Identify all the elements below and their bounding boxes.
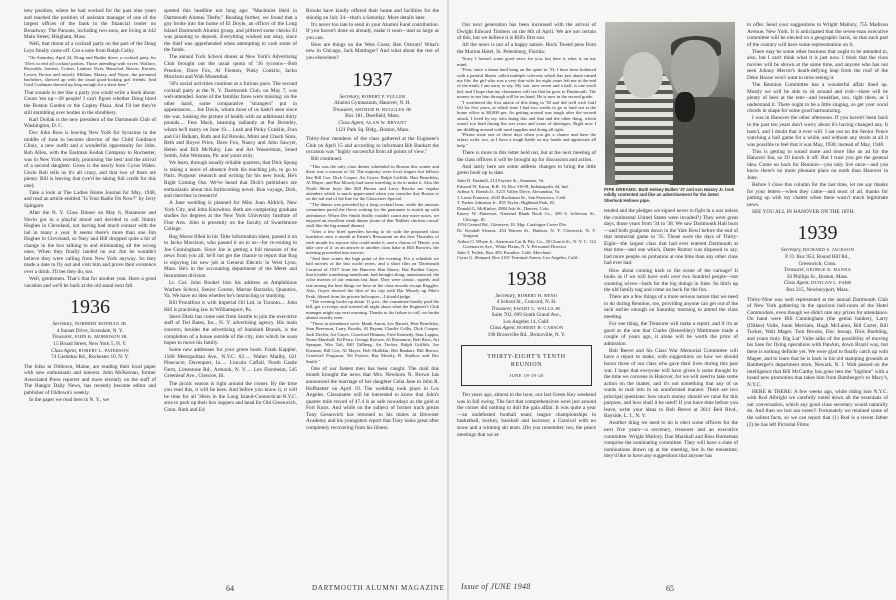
officer-role: Secretary,: [781, 247, 802, 254]
address-entry: J. Louis Francine, 2645 Buchanan St., San Francisco, Calif.: [457, 194, 567, 200]
paragraph: This is getting to sound more and more like an ad for the Hanover Inn, so I'll knock it off. But I trust you get the general idea. Come on back for Reunion—you only live once—and you know there's no more pleasant place on earth than Hanover in June.: [747, 148, 888, 181]
officer-address: 74 Castlebar Rd., Rochester 10, N. Y.: [51, 354, 129, 361]
paragraph: How about coming back to the scene of the carnage? It looks as if we will have well over two hundred people—not counting wives—back for the big doings in June. So hitch up the old family nag and come on back for the fun.: [604, 267, 738, 294]
paragraph: Take a look at The Ladies Home Journal for May, 1948, and read an article entitled "Is Your Radio On Now?" by Jerry Spingarn.: [24, 189, 156, 209]
paragraph: We learn, through usually reliable quarters, that Dick Spong is taking a leave of absence from his teaching job, to go to Paris. Purpose: research and writing for his new book, He's Right Coming Out. We've heard that Dick's publishers are enthusiastic about this forthcoming novel. Bon voyage, Dick, and cherchez la research!: [164, 160, 297, 200]
paragraph: I was in Hanover the other afternoon. If you haven't been back in the past ten years don't worry about it's having changed any. It hasn't, and I doubt that it ever will. I sat out on the Senior Fence watching a ball game for a while, and without any strain at all it was possible to feel that it was May, 1938, instead of May, 1948.: [747, 115, 888, 148]
paragraph: That sounds to me like a party you could write a book about. Count 'em up—30 people! I can't figure whether Doug hired the Boston Garden or the Copley Plaza. And I'll bet they're still stumbling over bodies in the shrubbery.: [24, 89, 156, 116]
paragraph: Thirty-four members of the class gathered at the Engineer's Club on April 15 and according to informant Bib Bankart the occasion was "highly successful from all points of view.": [306, 136, 439, 156]
paragraph: Rog Morse filled in his Tithe information sheet, passed it on to Jacko Morrison, who passed it on to us—for re-routing to Joe Cunningham. Since Joe is getting a full measure of the news from you all, he'll not get the chance to report that Rog is enjoying his new job at General Electric in West Lynn, Mass. He's in the accounting department of the Meter and Instrument division.: [164, 233, 297, 279]
officer-role: Class Agent,: [783, 280, 810, 287]
officer-role: Class Agent,: [338, 119, 365, 126]
quote-text: "On Saturday, April 24, Doug and Ruthie threw a cocktail party for '35ers to end all cocktail parties. Those attending with wives: Wallace, Reynolds, Somers, Cotton, Latimer, Dyer, Rauschal, Rosow, Korsen, Lovett, Brown and myself, Millane, Mazzy, and Nayer, the perennial bachelors, showed up with the usual good-looking girl friends. And Gard Cushman showed up long enough for a short beer.": [24, 55, 156, 88]
quote-text: "Please write one of these days when you get a chance and have the others write, too, as I have a tough battle on my hands and appreciate all help.": [457, 132, 596, 148]
paragraph: HERE & THERE: A few weeks ago, while riding into N.Y.C. with Rod Albright we carefully noted down all the essentials of our conversation, which any good class secretary would naturally do. And then we lost our notes!! Fortunately we retained some of the salient facts, so we can report that (1) Rod is a recent father (2) he has left Pictorial Films: [747, 388, 888, 428]
reunion-title: THIRTY-EIGHT'S TENTH: [487, 353, 566, 360]
officer-role: Secretary,: [339, 93, 361, 100]
pipe-icon: [675, 92, 695, 122]
left-column-3: [306, 8, 439, 432]
address-entry: Arthur G. Whyte Jr., American Car & Fdy. Co., 30 Church St., N. Y. C. 122 Greenacres Ave., White Plains, N. Y. Personnel Director: [457, 238, 596, 250]
paragraph: And lastly here are some address changes to bring the little green book up to date.: [457, 163, 596, 177]
officer-name: JOHN K. MORRISON JR.: [74, 334, 128, 340]
officer-address: Suite 702, 609 South Grand Ave.,: [491, 312, 562, 319]
quote-text: "First, since a damn hard bang on the spine in '33, I have been bothered with a painful illness called multiple sclerosis which has just about ruined my life; the girl who was a very fine wife for eight years left me at the end of the ninth, I am sorry to say. My son, now seven and a half, is one swell kid, and I hope that my classmates will see that he goes to Dartmouth. The money to see him through will be on hand. He is now in the second grade.: [457, 67, 596, 100]
paragraph: to offer. Send your suggestions to Wright Mallory, 755 Madison Avenue, New York. It is anticipated that the seven-man executive committee will be elected on a geographic basis, so that each part of the country will have some representation on it.: [747, 22, 888, 48]
photo-caption: [604, 187, 737, 203]
block-quote: [306, 164, 439, 364]
paragraph: One of our fastest men has been caught. The mail this month brought the news that Mrs. Newborn N. Brown has announced the marriage of her daughter Celia Jane to John R. Hoffstetter on April 19. The wedding took place in Los Angeles. Classmates will be interested to know that John's quarter mile record of 47.4 is as safe nowadays as the gold at Fort Knox. And while on the subject of former track greats Tony Gesnovich has returned to his duties at Brewster Academy and his youngsters report that Tony looks great after completely recovering from his illness.: [306, 365, 439, 431]
officer-address: 1121 Park Sq. Bldg., Boston, Mass.: [335, 126, 410, 133]
paragraph: For one thing, the Treasurer will make a report, and if it's as good as the one that Clarke (Beneshley) Mattimore made a couple of years ago, it alone will be worth the price of admission.: [604, 321, 738, 347]
officer-address: Box 181, Deerfield, Mass.: [345, 113, 400, 120]
officer-address: 15 Broad Street, New York 5, N. Y.: [53, 341, 127, 348]
paragraph: tended and the pledges we signed never to fight in a war unless the continental United States were invaded?) They were great days, those years from '34 to '38. We saw Dartmouth Hall burn—and both goalposts down in the Yale Bowl before the end of that memorial game in '35. Those were the days of Thirty-Eight—the largest class that had ever entered Dartmouth at that time—and one which, Dame Rumor was disposed to say, had more people on probation at one time than any other class had ever had.: [604, 208, 738, 267]
caption-lead: PIPE DREAMS:: [604, 187, 638, 192]
quote-text: "Those in attendance were: Monk Amon, Les Barrett, Hart Beardsley, Stan Berenson, Larry Brooks, Al Bryant, Charlie Collis, Dick Cooper, Jack Devlin, Art Guyer, Crawford Hinman, Fred Kennedy, Stan Lappin, Norm Marshall, Ed Perry, George Roewer, Al Romanow, Bob Ross, Art Sprague, Win Taft, Bill Tallberg, Art Tucker, Ralph Griffith, Joe Kiernan, Bill Coe, Al Mayer, Bob Mullikin, Bib Bankart, Bill Brown, Crawford Ferguson, Tel Frazier, Bar Mosely, R. Shallow and Dec Smith.": [306, 320, 439, 364]
address-entry: Dr. Kendall Stearns, 454 Warren St., Hudson, N. Y. Claverack, N. Y. Surgeon: [457, 227, 596, 239]
officer-name: ROBERT H. CARSON: [517, 325, 564, 331]
paragraph: '36's social activities continue at a furious pace. The second cocktail party at the N. Y. Dartmouth Club, on May 7, was well-attended. Some of the familiar faces were missing; on the other hand, some comparative "strangers" put in appearances.... Joe Davis, whom most of us hadn't seen since the war, looking the picture of health with an additional thirty pounds.... Fess Mack, beaming radiantly at Pat Bromley, whom he'll marry on June 19.... Leah and Pinky Conklin, Fran and Gil Balkam, Ruth and Ed Brooks, Mimi and Chuck Sims, Beth and Boyce Price, Dave Fox, Nancy and John Sawyer, Helen and Bill McNulty, Lee and Art Wasserman, Smed Smith, John Weisman, Pic and yours truly.: [164, 81, 297, 160]
paragraph: Before I close this column for the last time, let me say thanks for your letters—when they came—and most of all, thanks for putting up with my chatter when there wasn't much legitimate news.: [747, 182, 888, 208]
quote-text: "This was the only class dinner scheduled in Boston this winter and there was a turnout of 34. The majority were local singers but fellows like Bill Coe, Dick Cooper, Art Guyer, Ralph Griffith, Hart Beardsley, Al Mayer, and Bar Mosely had some traveling to do to make it. Also the North Shore boys like Bill Brown and Larry Brooks are regular attenders which is much appreciated when you consider that Boston is on the tail end of the line for the Gloucester Special.: [306, 163, 439, 202]
quote-text: "After a few brief speeches having to do with the proposed class luncheon once a month at Patten's Restaurant on the first Thursday of each month for anyone who could make it, and a chorus of 'Harter, you take care of it' as an answer to another class bake at Bill Brown's, the meeting proceeded into movies.: [306, 228, 439, 256]
officer-name: ROBERT H. RENO: [517, 292, 558, 298]
officer-role: Secretary,: [495, 292, 517, 299]
class-year-heading-1939: 1939: [797, 222, 838, 245]
paragraph: There are a few things of a more serious nature that we need to do during Reunion, too, providing anyone can get out of the sack earlier enough on Saturday morning to attend the class meeting.: [604, 294, 738, 320]
officer-role: Treasurer,: [783, 267, 805, 274]
paragraph: Karl Dollak is the new president of the Dartmouth Club of Washington, D. C.: [24, 116, 156, 130]
left-column-1: [24, 8, 156, 404]
magazine-footer: DARTMOUTH ALUMNI MAGAZINE: [312, 584, 445, 592]
paragraph: Bib continued.: [311, 156, 343, 163]
quote-text: "I weathered the first attack of this thing in '38 and did well with Gulf Oil for five years, at which time I had two weeks to go to land out at the home office at $8,000 per. As getting around was tough after the second attack, I lived by my wits doing this and that and the other thing, which wasn't too hard during the war years and years of shortages. Right now I am diddling around with used supplies and doing all right.: [457, 99, 596, 132]
paragraph: Our next generation has been increased with the arrival of Dwight Edward Timbers on the 8th of April. We are not certain of this, but we believe it is Bill's first son.: [457, 22, 596, 42]
officer-role: Class Agent,: [51, 347, 78, 354]
class-officers-1938: [457, 293, 596, 339]
class-officers-1937: [306, 94, 439, 134]
left-page-64: [0, 0, 447, 600]
right-column-3: [747, 22, 888, 429]
photo-figure: [663, 97, 735, 185]
paragraph: All the news is not of a happy nature. Hock Tweed pens from the Marion Hotel, St. Petersburg, Florida:: [457, 42, 596, 55]
paragraph: How are things on the West Coast, Ren Ostrom? What's new in Chicago, Jack Mattinger? And what about the rest of you elsewhere?: [306, 41, 439, 62]
paragraph: The annual Tuck School dinner at New York's Advertising Club brought out the usual quota of '36 tycoons—Bob Prentice, Dave Fox, Al Flonton, Pinky Conklin, Jacko Morrison and Walt Mosenthal.: [164, 54, 297, 81]
officer-role: Treasurer,: [332, 106, 354, 113]
paragraph: After the N. Y. Class Dinner on May 6, Naramore and Nevin got in a playful mood and decided to call Jimmy Hughes in Cleveland, not having had much contact with the lad in many a year. It seems there's more than one Jim Hughes in Cleveland, so Nary and Bill dropped quite a bit of change in the box talking to and eliminating all the wrong ones. When they finally landed on our Jim he wouldn't believe they were calling from New York anyway. So they made a date to fly out and visit him and prove their existence over a drink. I'll bet they do, too.: [24, 210, 156, 275]
paragraph: Bill Proudfoot is with Imperial Oil Ltd. in Toronto.... John Hill is practising law in Williamsport, Pa.: [164, 300, 297, 313]
class-year-heading-1937: 1937: [352, 68, 393, 91]
page-number: 64: [226, 584, 234, 593]
address-entry: Emery W. Patterson, National Blank Book Co., 209 S. Jefferson St., Chicago, Ill.: [457, 211, 596, 222]
address-entry: T. Parker Johnston Jr., 855 Taylor, Highland Park, Ill.: [457, 200, 556, 206]
sign-off: SEE YOU ALL IN HANOVER ON THE 18TH.: [752, 208, 855, 215]
paragraph: Doc John Ross is leaving New York for Syracuse in the middle of June to become director of the Child Guidance Clinic, a new outfit and a wonderful opportunity for John. Bob Allen, with the Eastman Kodak Company in Rochester, was in New York recently, promising 'the best' and the arrival of a second daughter. Gross is the newly born Cyrus Wales. Uncle Bob tells us it's all crazy, and that two of them are plenty. Bill is leaving that (we'd be taking full credit for this one).: [24, 130, 156, 189]
officer-name: DUNCAN L. FARR: [811, 280, 852, 286]
left-column-2: [164, 8, 297, 414]
address-entry: John D. Dashiell, 214 Fayette St., Staunton, Va.: [457, 178, 545, 184]
officer-role: Treasurer,: [491, 305, 513, 312]
paragraph: Ten years ago, almost to the hour, our last Green Key weekend was in full swing. The fact that comprehensives were just around the corner did nothing to dull the gala affair. It was quite a year—an undefeated football team; league championships in basketball, hockey, baseball and lacrosse; a Carnival with no snow and a winning ski team. (Do you remember, too, the peace meetings that we at-: [457, 392, 596, 438]
block-quote: [457, 56, 596, 148]
officer-name: ALAN W. BRYANT: [365, 119, 407, 125]
officer-address: 190 Bronxville Rd., Bronxville, N. Y.: [487, 332, 566, 339]
paragraph: Brooks have kindly offered their home and facilities for the shindig on July 24—that's a Saturday. More details later.: [306, 8, 439, 21]
class-year-heading-1938: 1938: [506, 267, 547, 290]
photo-figure: [623, 52, 663, 98]
quote-text: "And here comes the high point of the evening. For a schedule we had movies of the last world series, and a short film on 'Dartmouth Carnival of 1937' from the Hanover film library. But Brother Guyer, that lovable wandering mendicant, had brought along, unannounced, the color movies of our reunion last June. They were classic, superb, and rate among the best things we have in the class records except Ruggles. Also, Guyer showed the film of his trip with Bar Mosely up Pike's Peak, filmed from his private helicopter—I should judge.: [306, 255, 439, 299]
class-officers-1936: [24, 321, 156, 361]
officer-name: EWART G. WALLS JR.: [513, 305, 562, 311]
paragraph: Well, that threat of a cocktail party on the part of the Doug Leys finally came off. Got a note from Ralph Colby.: [24, 41, 156, 54]
paragraph: Thirty-Nine was well represented at the annual Dartmouth Club of New York gathering in the spacious ball-room of the Hotel Commodore, even though we didn't rate any prizes for attendance. On hand were Bill Cunningham (the genial banker), Larry (Dilkes) Vulte, Junie Merriam, Hugh McLaren, Bill Carter, Bill Tucker, Walt Mager, Tom Brooks, Doc Jessup, Dick Ruebling, and yours truly. Big Lar' Vulte talks of the possibility of moving his base for flying operations with PanAm, down Brazil way, but there is nothing definite yet. We were glad to finally catch up with Magee, and to learn that he is back in his old stamping grounds at Bamberger's department store, Newark, N. J. Walt passed on the intelligence that Bill McCarthy has gone into the "bigtime" with a brand new promotion that takes him from Bamberger's to Macy's, N.Y.C.: [747, 296, 888, 388]
paragraph: Steve Dietz has come east from Seattle to join the executive staff of Ted Bates, Inc., N. Y. advertising agency. His main concern, besides the advertising of Standard Brands, is the completion of a house outside of the city, into which he soon hopes to move his family.: [164, 313, 297, 347]
officer-address: 4 School St., Concord, N. H.: [496, 299, 557, 306]
reunion-dates: JUNE 18-19-20: [509, 372, 544, 378]
officer-address: 4 Sunset Drive, Scarsdale, N. Y.: [56, 327, 124, 334]
officer-name: ARTHUR H. RUGGLES JR.: [354, 106, 413, 112]
officer-address: Greenwich, Conn.: [798, 260, 837, 267]
right-page-65: [449, 0, 896, 600]
officer-role: Class Agent,: [489, 325, 516, 332]
address-entry: Cyrus G. Shepard, Box 2101 Terminal Annex, Los Angeles, Calif.: [457, 255, 579, 261]
officer-name: GEORGE K. HANNA: [806, 267, 852, 273]
officer-address: Alumni Gymnasium, Hanover, N. H.: [334, 100, 411, 107]
issue-footer: Issue of JUNE 1948: [461, 582, 531, 591]
paragraph: There is more to this letter held out, but at the next meeting of the class officers it will be brought up for discussion and action.: [457, 150, 596, 163]
officer-address: 50 Phillips St., Boston, Mass.: [786, 273, 849, 280]
quote-text: "Sorry I haven't some good news for you, but here is what is on my mind.: [457, 56, 596, 67]
address-entry: Arthur A. Ebersh Jr., 5215 Valley Drive, Alexandria, Va.: [457, 189, 561, 195]
officer-address: P. O. Box 953, Round Hill Rd.,: [785, 254, 850, 261]
paragraph: spotted this headline not long ago: "Machinist Held in Dartmouth Alumni Thefts." Reading further, we found that a guy broke into the home of El Doyle, an officer of the Long Island Dartmouth Alumni group, and pilfered some checks El was planning to deposit. Everything worked out okay, since the thief was apprehended when attempting to cash some of the funds.: [164, 8, 297, 54]
reunion-announcement-box: [461, 345, 592, 387]
paragraph: It's never too late to send in your Alumni Fund contribution. If you haven't done so already, make it soon—and as large as you can.: [306, 21, 439, 41]
officer-name: RICHARD S. JACKSON: [803, 247, 854, 253]
paragraph: There may be some other business that ought to be attended to, also, but I can't think what it is just now. I think that the class movies will be shown at the same time, and anyone who has not seen Johnny Mercer's death-defying leap from the roof of the Deke House won't want to miss seeing it.: [747, 48, 888, 81]
right-column-1: [457, 22, 596, 439]
paragraph: The folks in Oldtown, Maine, are reading their local paper with new enthusiasm and interest. John McKernan, former Associated Press reporter and more recently on the staff of The Bangor Daily News, has recently become editor and publisher of Oldtown's weekly.: [24, 363, 156, 396]
officer-name: ROBERT P. FULLER: [361, 93, 406, 99]
caption-text: Both Holsey Bullen '37 and son Halsey Jr. look mildly contented and like an advertisement for the latest Sherlock Holmes pipe.: [604, 187, 734, 203]
paragraph: In the paper we read here in N. Y., we: [29, 397, 110, 404]
class-year-heading-1936: 1936: [70, 296, 110, 319]
photo-figure: [671, 40, 719, 100]
block-quote: [24, 55, 156, 87]
paragraph: Another thing we need to do is elect some officers for the next five years—a secretary, treasurer and an executive committee. Wright Mallory, Dan Marshall and Ross Borneman comprise the nominating committee. They will have a slate of nominations drawn up at the meeting, but in the meantime, they'd like to have any suggestions that anyone has: [604, 420, 738, 460]
officer-address: Box 215, Newburyport, Mass.: [786, 286, 849, 293]
right-column-2: [604, 208, 738, 460]
page-number: 65: [666, 584, 674, 593]
officer-role: Treasurer,: [51, 334, 73, 341]
address-entry: 1954 Central Rd., Glenview, Ill. Mgr. Catalogue Cover Div.: [457, 222, 567, 228]
officer-name: NORBERT HOFMAN JR.: [74, 321, 128, 327]
officer-address: Los Angeles 14, Calif.: [503, 318, 550, 325]
photo-father-and-son-pipes: [605, 22, 735, 185]
paragraph: new position, where he had worked for the past nine years and reached the position of assistant manager of one of the largest offices of the bank in the financial center on Broadway. The Parsons, including two sons, are living at 442 Main Street, Hingham, Mass.: [24, 8, 156, 41]
quote-text: "The dinner was preceded by a long cocktail hour, while the anxious committee paced the floors waiting for the guarantee to match up with attendance. When Dec Smith finally couldn't count any more noses, we enjoyed an excellent steak dinner (none of that 'Rubber chicken circuit' stuff like the big annual dinner).: [306, 201, 439, 229]
paragraph: Some new addresses for your green book: Frank Kappler, 1568 Metropolitan Ave., N.Y.C. 62..... Walter Mailby, 621 Pinecacre, Davenport, Ia..... Lincoln Caffall, North Castle Farm, Limestone Rd., Armonk, N. Y..... Len Florsheim, 545 Greenleaf Ave., Glencoe, Ill.: [164, 347, 297, 380]
paragraph: The picnic season is right around the corner. By the time you read this, it will be here. And before you know it, it will be time for all '36ers in the Long Island-Connecticut-N.Y.C. area to pack up their box suppers and head for Old Greenwich, Conn. Ruth and Ed: [164, 380, 297, 413]
reunion-title: REUNION: [510, 361, 543, 368]
paragraph: A June wedding is planned for Miss Joan Aldrich, New York City, and John Knowlton. Both are completing graduate studies for degrees at the New York University Institute of Fine Arts. John is presently on the faculty of Swarthmore College.: [164, 200, 297, 233]
address-entry: John T. Follett, Box 459, Paradise, Calif. Merchant: [457, 249, 551, 255]
quote-text: "The evening broke up about 11 p.m., the committee hastily paid the bill, got a receipt, and worried all night about what the Engineer's Club manager might say next morning. Thanks to his failure to call, we broke almost exactly even.: [306, 299, 439, 321]
paragraph: Well, gentlemen. That's that for another year. Have a good vacation and we'll be back at the old stand next fall.: [24, 276, 156, 289]
address-list: [457, 178, 596, 261]
officer-role: Secretary,: [52, 321, 74, 328]
address-entry: Edward W. Eaton, R.R. 16, Box 316-B, Indianapolis 44, Ind.: [457, 183, 569, 189]
paragraph: Lt. Col. John Bouker lists his address as Amphibious Warfare School, Senior Course, Marine Barracks, Quantico, Va. We have no idea whether he's instructing or studying.: [164, 279, 297, 300]
class-officers-1939: [747, 247, 888, 293]
officer-name: ROBERT L. PATERSON: [78, 347, 129, 353]
paragraph: The Reunion Committee has a wonderful affair lined up. Mostly we will be able to sit around and visit—there will be plenty of beer at the tent—and breakfast, too, right there, as I understand it. There ought to be a little singing, so get your vocal chords in shape for some good harmonizing.: [747, 82, 888, 115]
paragraph: Bob Reeve and his Class War Memorial Committee will have a report to make, with suggestions on how we should honor those of our class who gave their lives during this past war. I hope that everyone will have given it some thought by the time we convene in Hanover, for we will need to take some action on the matter, and it's not something that any of us wants to rush into in an uninformed manner. There are two principal questions: how much money should we raise for this purpose, and how shall it be used? If you have time before you leave, write your ideas to Bob Reeve at 3611 Bell Blvd., Bayside, L. I., N. Y.: [604, 347, 738, 420]
address-entry: Donald G. McKinley, 2884 Ash St., Denver, Colo.: [457, 205, 550, 211]
